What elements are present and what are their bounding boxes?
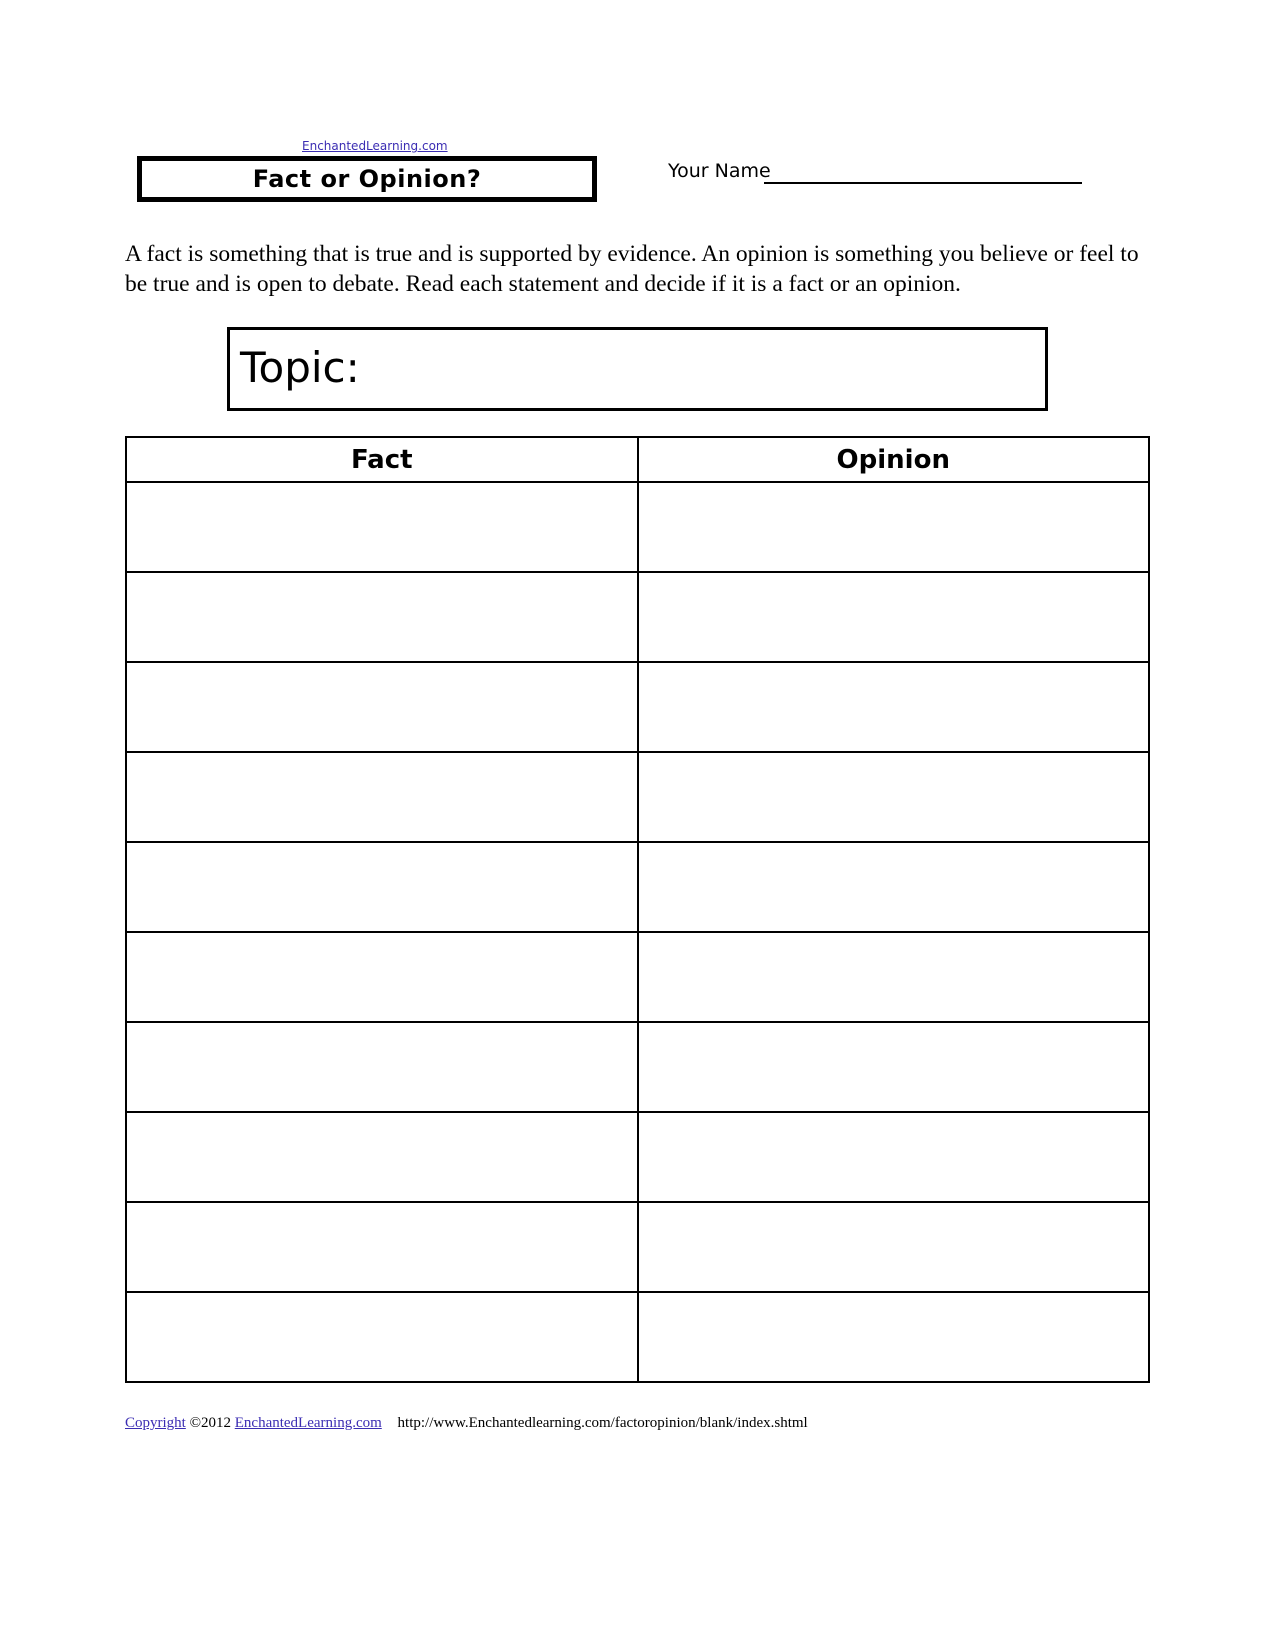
table-body [126,482,1149,1382]
table-row [126,1022,1149,1112]
opinion-column-header: Opinion [638,437,1150,482]
table-row [126,932,1149,1022]
opinion-cell[interactable] [638,1022,1150,1112]
opinion-cell[interactable] [638,1202,1150,1292]
opinion-cell[interactable] [638,662,1150,752]
footer [125,1415,808,1432]
copyright-year: ©2012 [189,1415,231,1431]
page-url: http://www.Enchantedlearning.com/factoropinion/blank/index.shtml [397,1415,808,1431]
topic-box[interactable] [227,327,1048,411]
opinion-cell[interactable] [638,932,1150,1022]
fact-cell[interactable] [126,662,638,752]
instructions-text: A fact is something that is true and is supported by evidence. An opinion is something you believe or feel to be true and is open to debate. Read each statement and decide if it is a fact or an opinion. [125,241,1139,297]
fact-cell[interactable] [126,932,638,1022]
site-link[interactable]: EnchantedLearning.com [302,139,448,153]
table-row [126,662,1149,752]
opinion-cell[interactable] [638,752,1150,842]
table-row [126,1202,1149,1292]
table-row [126,1112,1149,1202]
fact-cell[interactable] [126,1022,638,1112]
table-row [126,1292,1149,1382]
table-row [126,482,1149,572]
page-title: Fact or Opinion? [252,165,482,193]
fact-opinion-table [125,436,1150,1383]
fact-cell[interactable] [126,482,638,572]
fact-cell[interactable] [126,752,638,842]
footer-site-link[interactable]: EnchantedLearning.com [234,1415,382,1431]
fact-cell[interactable] [126,1112,638,1202]
topic-label: Topic: [240,343,360,392]
copyright-link[interactable]: Copyright [125,1415,186,1431]
fact-cell[interactable] [126,1202,638,1292]
fact-cell[interactable] [126,572,638,662]
table-row [126,572,1149,662]
opinion-cell[interactable] [638,482,1150,572]
name-field-line[interactable] [764,182,1082,184]
name-label: Your Name [668,160,771,182]
fact-cell[interactable] [126,842,638,932]
fact-cell[interactable] [126,1292,638,1382]
title-box [137,156,597,202]
table-row [126,842,1149,932]
table-header-row [126,437,1149,482]
opinion-cell[interactable] [638,842,1150,932]
opinion-cell[interactable] [638,572,1150,662]
table-row [126,752,1149,842]
opinion-cell[interactable] [638,1112,1150,1202]
opinion-cell[interactable] [638,1292,1150,1382]
fact-column-header: Fact [126,437,638,482]
